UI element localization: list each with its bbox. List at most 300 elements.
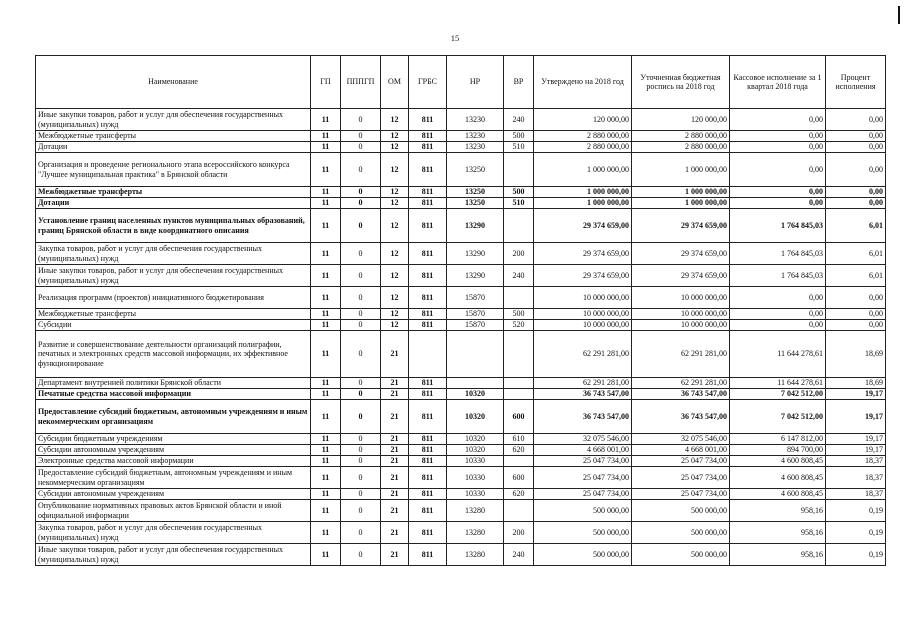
- col-header-percent: Процент исполнения: [826, 56, 886, 109]
- cell-om: 21: [381, 522, 409, 544]
- col-header-om: ОМ: [381, 56, 409, 109]
- cell-name: Закупка товаров, работ и услуг для обеспечения государственных (муниципальных) нужд: [36, 243, 311, 265]
- cell-grbs: 811: [409, 500, 447, 522]
- cell-gp: 11: [311, 209, 341, 243]
- cell-approved: 2 880 000,00: [534, 131, 632, 142]
- cell-gp: 11: [311, 287, 341, 309]
- cell-vr: 240: [504, 109, 534, 131]
- cell-pppgp: 0: [341, 187, 381, 198]
- cell-cash-execution: 6 147 812,00: [730, 434, 826, 445]
- cell-approved: 29 374 659,00: [534, 265, 632, 287]
- cell-refined: 500 000,00: [632, 522, 730, 544]
- cell-refined: 25 047 734,00: [632, 467, 730, 489]
- cell-cash-execution: 7 042 512,00: [730, 389, 826, 400]
- cell-vr: [504, 153, 534, 187]
- cell-cash-execution: 0,00: [730, 142, 826, 153]
- cell-pppgp: 0: [341, 265, 381, 287]
- cell-cash-execution: 1 764 845,03: [730, 243, 826, 265]
- col-header-cash-execution: Кассовое исполнение за 1 квартал 2018 года: [730, 56, 826, 109]
- cell-gp: 11: [311, 309, 341, 320]
- cell-approved: 500 000,00: [534, 522, 632, 544]
- cell-refined: 120 000,00: [632, 109, 730, 131]
- cell-vr: 510: [504, 142, 534, 153]
- cell-nr: 10320: [447, 434, 504, 445]
- cell-pppgp: 0: [341, 153, 381, 187]
- cell-name: Электронные средства массовой информации: [36, 456, 311, 467]
- cell-nr: 15870: [447, 320, 504, 331]
- table-row: [36, 243, 886, 265]
- cell-pppgp: 0: [341, 320, 381, 331]
- cell-name: Иные закупки товаров, работ и услуг для обеспечения государственных (муниципальных) нужд: [36, 265, 311, 287]
- cell-om: 21: [381, 378, 409, 389]
- cell-refined: 62 291 281,00: [632, 331, 730, 378]
- cell-name: Межбюджетные трансферты: [36, 309, 311, 320]
- cell-grbs: 811: [409, 544, 447, 566]
- col-header-vr: ВР: [504, 56, 534, 109]
- cell-percent: 19,17: [826, 389, 886, 400]
- cell-pppgp: 0: [341, 489, 381, 500]
- cell-percent: 19,17: [826, 434, 886, 445]
- col-header-nr: НР: [447, 56, 504, 109]
- cell-pppgp: 0: [341, 309, 381, 320]
- cell-om: 12: [381, 131, 409, 142]
- cell-name: Печатные средства массовой информации: [36, 389, 311, 400]
- cell-pppgp: 0: [341, 467, 381, 489]
- cell-name: Дотации: [36, 142, 311, 153]
- cell-approved: 10 000 000,00: [534, 320, 632, 331]
- cell-gp: 11: [311, 378, 341, 389]
- table-row: [36, 131, 886, 142]
- cell-om: 21: [381, 544, 409, 566]
- cell-pppgp: 0: [341, 378, 381, 389]
- cell-cash-execution: 0,00: [730, 287, 826, 309]
- cell-grbs: 811: [409, 489, 447, 500]
- cell-nr: 13290: [447, 209, 504, 243]
- table-row: [36, 544, 886, 566]
- cell-nr: 10330: [447, 456, 504, 467]
- cell-vr: 510: [504, 198, 534, 209]
- cell-refined: 32 075 546,00: [632, 434, 730, 445]
- cell-grbs: 811: [409, 243, 447, 265]
- cell-gp: 11: [311, 467, 341, 489]
- cell-name: Дотации: [36, 198, 311, 209]
- cell-approved: 1 000 000,00: [534, 153, 632, 187]
- cell-gp: 11: [311, 389, 341, 400]
- cell-om: 12: [381, 209, 409, 243]
- cell-om: 12: [381, 243, 409, 265]
- cell-pppgp: 0: [341, 198, 381, 209]
- cell-nr: 13250: [447, 187, 504, 198]
- cell-approved: 1 000 000,00: [534, 187, 632, 198]
- cell-vr: 500: [504, 309, 534, 320]
- cell-pppgp: 0: [341, 500, 381, 522]
- cell-nr: [447, 378, 504, 389]
- cell-refined: 25 047 734,00: [632, 456, 730, 467]
- cell-pppgp: 0: [341, 331, 381, 378]
- cell-om: 12: [381, 153, 409, 187]
- cell-om: 12: [381, 142, 409, 153]
- cell-vr: 240: [504, 265, 534, 287]
- cell-om: 21: [381, 331, 409, 378]
- cell-percent: 0,00: [826, 287, 886, 309]
- table-row: [36, 209, 886, 243]
- cell-pppgp: 0: [341, 456, 381, 467]
- cell-vr: 500: [504, 187, 534, 198]
- cell-refined: 4 668 001,00: [632, 445, 730, 456]
- cell-cash-execution: 958,16: [730, 522, 826, 544]
- cell-approved: 62 291 281,00: [534, 378, 632, 389]
- cell-approved: 36 743 547,00: [534, 389, 632, 400]
- table-row: [36, 187, 886, 198]
- cell-vr: 600: [504, 400, 534, 434]
- cell-cash-execution: 1 764 845,03: [730, 265, 826, 287]
- cell-grbs: 811: [409, 456, 447, 467]
- table-row: [36, 320, 886, 331]
- cell-nr: 10320: [447, 389, 504, 400]
- cell-refined: 29 374 659,00: [632, 209, 730, 243]
- cell-pppgp: 0: [341, 131, 381, 142]
- cell-om: 12: [381, 309, 409, 320]
- cell-grbs: 811: [409, 378, 447, 389]
- cell-refined: 25 047 734,00: [632, 489, 730, 500]
- cell-percent: 18,37: [826, 456, 886, 467]
- cell-nr: 13290: [447, 265, 504, 287]
- cell-vr: 620: [504, 489, 534, 500]
- cell-om: 12: [381, 198, 409, 209]
- col-header-pppgp: ПППГП: [341, 56, 381, 109]
- cell-name: Реализация программ (проектов) инициативного бюджетирования: [36, 287, 311, 309]
- cell-nr: 15870: [447, 309, 504, 320]
- cell-name: Субсидии автономным учреждениям: [36, 445, 311, 456]
- table-row: [36, 400, 886, 434]
- cell-nr: 13230: [447, 131, 504, 142]
- cell-cash-execution: 7 042 512,00: [730, 400, 826, 434]
- cell-grbs: 811: [409, 209, 447, 243]
- cell-grbs: 811: [409, 153, 447, 187]
- cell-refined: 2 880 000,00: [632, 131, 730, 142]
- cell-name: Иные закупки товаров, работ и услуг для обеспечения государственных (муниципальных) нужд: [36, 544, 311, 566]
- table-row: [36, 153, 886, 187]
- table-row: [36, 389, 886, 400]
- col-header-grbs: ГРБС: [409, 56, 447, 109]
- cell-name: Предоставление субсидий бюджетным, автономным учреждениям и иным некоммерческим организациям: [36, 467, 311, 489]
- cell-nr: 13290: [447, 243, 504, 265]
- cell-vr: 240: [504, 544, 534, 566]
- cell-vr: [504, 287, 534, 309]
- cell-gp: 11: [311, 198, 341, 209]
- cell-nr: 10320: [447, 400, 504, 434]
- cell-pppgp: 0: [341, 445, 381, 456]
- cell-percent: 18,37: [826, 467, 886, 489]
- cell-gp: 11: [311, 522, 341, 544]
- cell-nr: 10330: [447, 489, 504, 500]
- cell-grbs: 811: [409, 187, 447, 198]
- cell-vr: [504, 331, 534, 378]
- cell-grbs: 811: [409, 320, 447, 331]
- cell-nr: 10330: [447, 467, 504, 489]
- cell-percent: 6,01: [826, 209, 886, 243]
- cell-approved: 1 000 000,00: [534, 198, 632, 209]
- cell-approved: 25 047 734,00: [534, 467, 632, 489]
- cell-approved: 500 000,00: [534, 544, 632, 566]
- table-row: [36, 434, 886, 445]
- cell-nr: 13250: [447, 198, 504, 209]
- table-row: [36, 198, 886, 209]
- cell-percent: 0,00: [826, 142, 886, 153]
- cell-percent: 19,17: [826, 445, 886, 456]
- cell-nr: 13280: [447, 500, 504, 522]
- cell-cash-execution: 11 644 278,61: [730, 331, 826, 378]
- cell-grbs: 811: [409, 198, 447, 209]
- cell-grbs: 811: [409, 445, 447, 456]
- cell-nr: 10320: [447, 445, 504, 456]
- cell-vr: 500: [504, 131, 534, 142]
- cell-name: Предоставление субсидий бюджетным, автономным учреждениям и иным некоммерческим организациям: [36, 400, 311, 434]
- cell-percent: 18,69: [826, 378, 886, 389]
- cell-gp: 11: [311, 243, 341, 265]
- cell-nr: 13250: [447, 153, 504, 187]
- cell-approved: 2 880 000,00: [534, 142, 632, 153]
- cell-pppgp: 0: [341, 434, 381, 445]
- cell-gp: 11: [311, 265, 341, 287]
- cell-gp: 11: [311, 456, 341, 467]
- table-row: [36, 489, 886, 500]
- cell-nr: 13230: [447, 109, 504, 131]
- cell-refined: 500 000,00: [632, 544, 730, 566]
- cell-gp: 11: [311, 434, 341, 445]
- cell-om: 21: [381, 500, 409, 522]
- cell-name: Опубликование нормативных правовых актов Брянской области и иной официальной информации: [36, 500, 311, 522]
- cell-om: 21: [381, 434, 409, 445]
- cell-pppgp: 0: [341, 287, 381, 309]
- cell-om: 12: [381, 287, 409, 309]
- cell-percent: 0,00: [826, 309, 886, 320]
- page-number: 15: [450, 33, 460, 43]
- cell-vr: 200: [504, 243, 534, 265]
- cell-cash-execution: 4 600 808,45: [730, 489, 826, 500]
- cell-vr: 620: [504, 445, 534, 456]
- cell-refined: 10 000 000,00: [632, 287, 730, 309]
- cell-nr: 15870: [447, 287, 504, 309]
- cell-approved: 500 000,00: [534, 500, 632, 522]
- cell-om: 12: [381, 265, 409, 287]
- cell-name: Субсидии: [36, 320, 311, 331]
- table-row: [36, 500, 886, 522]
- cell-approved: 25 047 734,00: [534, 489, 632, 500]
- table-row: [36, 309, 886, 320]
- cell-percent: 0,19: [826, 500, 886, 522]
- cell-cash-execution: 4 600 808,45: [730, 467, 826, 489]
- cell-pppgp: 0: [341, 400, 381, 434]
- cell-name: Организация и проведение регионального этапа всероссийского конкурса "Лучшее муниципальная практика" в Брянской области: [36, 153, 311, 187]
- cell-cash-execution: 958,16: [730, 544, 826, 566]
- cell-om: 12: [381, 320, 409, 331]
- cell-om: 21: [381, 400, 409, 434]
- cell-name: Субсидии автономным учреждениям: [36, 489, 311, 500]
- cell-approved: 32 075 546,00: [534, 434, 632, 445]
- cell-gp: 11: [311, 500, 341, 522]
- cell-grbs: [409, 331, 447, 378]
- cell-grbs: 811: [409, 265, 447, 287]
- table-row: [36, 109, 886, 131]
- cell-pppgp: 0: [341, 209, 381, 243]
- table-row: [36, 287, 886, 309]
- cell-name: Закупка товаров, работ и услуг для обеспечения государственных (муниципальных) нужд: [36, 522, 311, 544]
- table-row: [36, 467, 886, 489]
- cell-cash-execution: 894 700,00: [730, 445, 826, 456]
- cell-approved: 4 668 001,00: [534, 445, 632, 456]
- cell-refined: 1 000 000,00: [632, 153, 730, 187]
- cell-name: Межбюджетные трансферты: [36, 131, 311, 142]
- cell-gp: 11: [311, 153, 341, 187]
- cell-name: Развитие и совершенствование деятельности организаций полиграфии, печатных и электронных средств массовой информации, их эффективное функционирование: [36, 331, 311, 378]
- cell-cash-execution: 0,00: [730, 131, 826, 142]
- cell-om: 21: [381, 456, 409, 467]
- cell-grbs: 811: [409, 389, 447, 400]
- cell-percent: 6,01: [826, 265, 886, 287]
- cell-percent: 0,00: [826, 320, 886, 331]
- cell-percent: 0,00: [826, 131, 886, 142]
- cell-cash-execution: 0,00: [730, 153, 826, 187]
- cell-refined: 29 374 659,00: [632, 243, 730, 265]
- cell-refined: 36 743 547,00: [632, 389, 730, 400]
- cell-grbs: 811: [409, 400, 447, 434]
- cell-refined: 10 000 000,00: [632, 320, 730, 331]
- col-header-name: Наименование: [36, 56, 311, 109]
- scan-corner-mark: [898, 6, 900, 24]
- cell-cash-execution: 0,00: [730, 109, 826, 131]
- cell-percent: 0,00: [826, 109, 886, 131]
- cell-om: 12: [381, 187, 409, 198]
- cell-name: Межбюджетные трансферты: [36, 187, 311, 198]
- cell-gp: 11: [311, 131, 341, 142]
- cell-vr: 600: [504, 467, 534, 489]
- header-row: [36, 56, 886, 109]
- cell-approved: 36 743 547,00: [534, 400, 632, 434]
- cell-vr: [504, 500, 534, 522]
- table-row: [36, 378, 886, 389]
- cell-cash-execution: 0,00: [730, 309, 826, 320]
- cell-approved: 29 374 659,00: [534, 243, 632, 265]
- cell-percent: 0,00: [826, 187, 886, 198]
- cell-grbs: 811: [409, 109, 447, 131]
- cell-vr: 200: [504, 522, 534, 544]
- cell-vr: 610: [504, 434, 534, 445]
- cell-cash-execution: 0,00: [730, 187, 826, 198]
- cell-refined: 1 000 000,00: [632, 198, 730, 209]
- cell-gp: 11: [311, 142, 341, 153]
- cell-om: 21: [381, 389, 409, 400]
- cell-percent: 0,00: [826, 153, 886, 187]
- cell-refined: 2 880 000,00: [632, 142, 730, 153]
- cell-gp: 11: [311, 109, 341, 131]
- cell-om: 21: [381, 467, 409, 489]
- cell-gp: 11: [311, 320, 341, 331]
- cell-approved: 10 000 000,00: [534, 287, 632, 309]
- table-row: [36, 265, 886, 287]
- cell-pppgp: 0: [341, 142, 381, 153]
- cell-gp: 11: [311, 400, 341, 434]
- cell-name: Департамент внутренней политики Брянской области: [36, 378, 311, 389]
- cell-om: 12: [381, 109, 409, 131]
- cell-cash-execution: 1 764 845,03: [730, 209, 826, 243]
- cell-cash-execution: 0,00: [730, 320, 826, 331]
- cell-percent: 6,01: [826, 243, 886, 265]
- cell-gp: 11: [311, 445, 341, 456]
- cell-grbs: 811: [409, 131, 447, 142]
- cell-cash-execution: 0,00: [730, 198, 826, 209]
- cell-om: 21: [381, 489, 409, 500]
- cell-nr: [447, 331, 504, 378]
- cell-pppgp: 0: [341, 522, 381, 544]
- cell-approved: 10 000 000,00: [534, 309, 632, 320]
- cell-percent: 18,37: [826, 489, 886, 500]
- cell-approved: 25 047 734,00: [534, 456, 632, 467]
- cell-grbs: 811: [409, 522, 447, 544]
- cell-pppgp: 0: [341, 109, 381, 131]
- cell-vr: [504, 378, 534, 389]
- cell-vr: [504, 389, 534, 400]
- table-row: [36, 142, 886, 153]
- cell-nr: 13280: [447, 544, 504, 566]
- cell-name: Установление границ населенных пунктов муниципальных образований, границ Брянской области в виде координатного описания: [36, 209, 311, 243]
- cell-grbs: 811: [409, 142, 447, 153]
- cell-grbs: 811: [409, 467, 447, 489]
- cell-pppgp: 0: [341, 389, 381, 400]
- cell-om: 21: [381, 445, 409, 456]
- cell-grbs: 811: [409, 287, 447, 309]
- table-row: [36, 522, 886, 544]
- cell-pppgp: 0: [341, 243, 381, 265]
- cell-refined: 10 000 000,00: [632, 309, 730, 320]
- cell-percent: 18,69: [826, 331, 886, 378]
- cell-approved: 120 000,00: [534, 109, 632, 131]
- cell-refined: 500 000,00: [632, 500, 730, 522]
- cell-grbs: 811: [409, 309, 447, 320]
- col-header-approved: Утверждено на 2018 год: [534, 56, 632, 109]
- cell-nr: 13230: [447, 142, 504, 153]
- cell-vr: 520: [504, 320, 534, 331]
- cell-gp: 11: [311, 489, 341, 500]
- cell-refined: 1 000 000,00: [632, 187, 730, 198]
- cell-percent: 0,19: [826, 544, 886, 566]
- cell-name: Иные закупки товаров, работ и услуг для обеспечения государственных (муниципальных) нужд: [36, 109, 311, 131]
- cell-cash-execution: 958,16: [730, 500, 826, 522]
- cell-vr: [504, 209, 534, 243]
- cell-cash-execution: 4 600 808,45: [730, 456, 826, 467]
- cell-refined: 62 291 281,00: [632, 378, 730, 389]
- cell-name: Субсидии бюджетным учреждениям: [36, 434, 311, 445]
- table-row: [36, 331, 886, 378]
- cell-percent: 19,17: [826, 400, 886, 434]
- cell-percent: 0,19: [826, 522, 886, 544]
- cell-grbs: 811: [409, 434, 447, 445]
- cell-refined: 29 374 659,00: [632, 265, 730, 287]
- budget-table: [35, 55, 886, 566]
- cell-approved: 29 374 659,00: [534, 209, 632, 243]
- cell-percent: 0,00: [826, 198, 886, 209]
- cell-gp: 11: [311, 187, 341, 198]
- col-header-refined: Уточненная бюджетная роспись на 2018 год: [632, 56, 730, 109]
- cell-cash-execution: 11 644 278,61: [730, 378, 826, 389]
- table-row: [36, 445, 886, 456]
- cell-gp: 11: [311, 331, 341, 378]
- cell-vr: [504, 456, 534, 467]
- cell-pppgp: 0: [341, 544, 381, 566]
- cell-refined: 36 743 547,00: [632, 400, 730, 434]
- cell-nr: 13280: [447, 522, 504, 544]
- table-row: [36, 456, 886, 467]
